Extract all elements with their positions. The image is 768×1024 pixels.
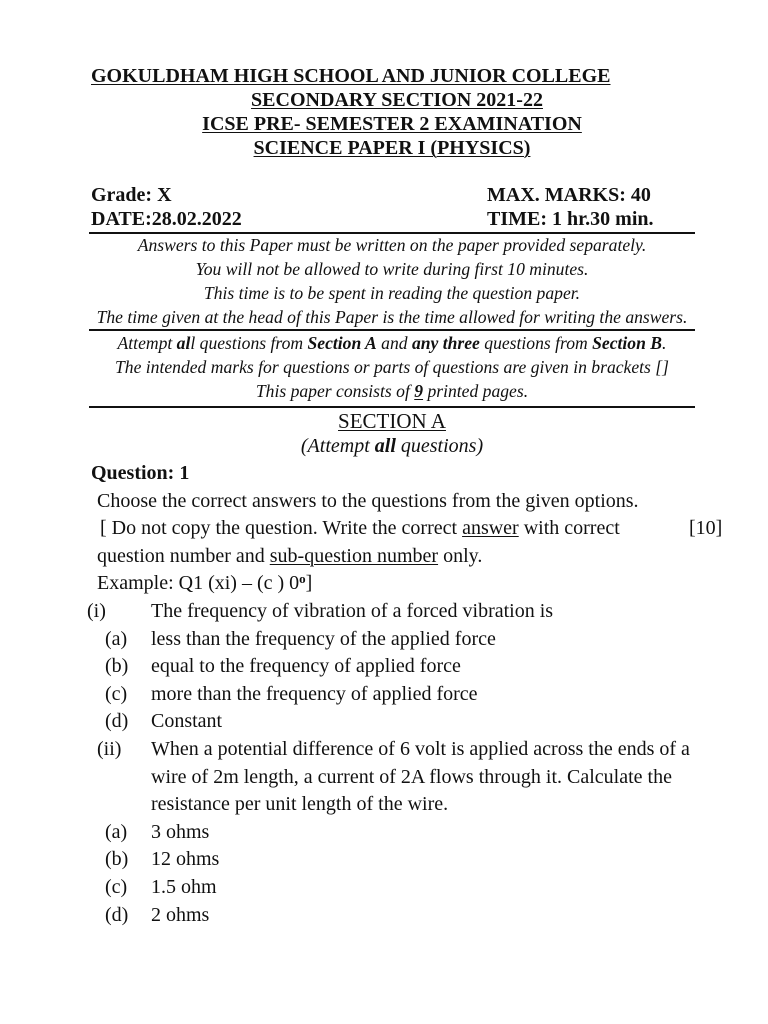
sub-question-row — [0, 736, 768, 764]
option-text: 2 ohms — [151, 903, 210, 926]
header-line — [89, 136, 695, 160]
sub-question-row — [0, 791, 768, 819]
question-title: Question: 1 — [91, 462, 190, 484]
question-title-row — [0, 460, 768, 488]
text-segment: This paper consists of — [255, 381, 415, 401]
emphasis: al — [176, 333, 191, 353]
text-segment: Attempt — [117, 333, 177, 353]
option-label: (d) — [105, 903, 129, 926]
option-row — [0, 681, 768, 709]
option-label: (a) — [105, 820, 128, 843]
emphasis: Section B — [592, 333, 663, 353]
option-row — [0, 902, 768, 930]
option-row — [0, 819, 768, 847]
option-label: (b) — [105, 848, 129, 871]
max-marks: MAX. MARKS: 40 — [487, 184, 651, 206]
question-note-row — [0, 543, 768, 571]
text-segment: only. — [438, 544, 483, 567]
header-line — [89, 64, 695, 88]
section-subtitle — [89, 434, 695, 458]
exam-header — [89, 64, 695, 160]
directions — [89, 331, 695, 403]
option-text: 12 ohms — [151, 848, 220, 871]
notice-line: You will not be allowed to write during first 10 minutes. — [195, 259, 589, 279]
text-segment: (Attempt — [300, 435, 375, 457]
header-line — [89, 112, 695, 136]
school-section: SECONDARY SECTION 2021-22 — [251, 89, 543, 111]
marks-note: The intended marks for questions or parts of questions are given in brackets [] — [114, 357, 669, 377]
option-row — [0, 626, 768, 654]
exam-meta — [89, 183, 695, 231]
section-a-subheading — [89, 434, 695, 458]
text-segment: question number and — [97, 544, 270, 567]
emphasis: any three — [411, 333, 480, 353]
option-text: less than the frequency of the applied force — [151, 627, 496, 650]
general-notices — [89, 233, 695, 329]
exam-date: DATE:28.02.2022 — [91, 208, 242, 230]
meta-row — [89, 207, 695, 231]
question-note-row — [0, 515, 768, 543]
underlined-text: answer — [462, 517, 519, 540]
paper-name: SCIENCE PAPER I (PHYSICS) — [253, 137, 531, 159]
sub-question-number: (i) — [87, 599, 106, 622]
option-label: (d) — [105, 710, 129, 733]
sub-question-text: When a potential difference of 6 volt is applied across the ends of a — [151, 737, 690, 760]
notice-line: Answers to this Paper must be written on the paper provided separately. — [137, 235, 647, 255]
meta-row — [89, 183, 695, 207]
question-note — [100, 515, 620, 543]
sub-question-row — [0, 764, 768, 792]
text-segment: questions) — [395, 435, 484, 457]
section-title-line — [89, 409, 695, 433]
option-row — [0, 708, 768, 736]
option-label: (b) — [105, 655, 129, 678]
sub-question-text: resistance per unit length of the wire. — [151, 793, 449, 816]
question-note — [97, 543, 482, 571]
answer-example-row — [0, 570, 768, 598]
text-segment: printed pages. — [423, 381, 529, 401]
section-title: SECTION A — [338, 409, 446, 433]
option-text: more than the frequency of applied force — [151, 682, 478, 705]
text-segment: and — [376, 333, 412, 353]
text-segment: questions from — [479, 333, 593, 353]
attempt-instruction — [89, 331, 695, 355]
underlined-text: sub-question number — [269, 544, 439, 567]
school-name: GOKULDHAM HIGH SCHOOL AND JUNIOR COLLEGE — [91, 65, 611, 87]
section-a-heading — [89, 409, 695, 433]
page-count: 9 — [414, 381, 424, 401]
notice-line: The time given at the head of this Paper is the time allowed for writing the answers. — [96, 307, 688, 327]
text-segment: with correct — [518, 517, 620, 540]
sub-question-text: The frequency of vibration of a forced vibration is — [151, 599, 554, 622]
grade: Grade: X — [91, 184, 172, 206]
sub-question-text: wire of 2m length, a current of 2A flows through it. Calculate the — [151, 765, 672, 788]
text-segment: Example: Q1 (xi) – (c ) 0 — [97, 572, 300, 595]
emphasis: Section A — [307, 333, 377, 353]
option-text: 3 ohms — [151, 820, 210, 843]
exam-duration: TIME: 1 hr.30 min. — [487, 208, 654, 230]
text-segment: ] — [305, 572, 313, 595]
option-label: (a) — [105, 627, 128, 650]
option-text: Constant — [151, 710, 223, 733]
text-segment: [ Do not copy the question. Write the correct — [100, 517, 463, 540]
question-instruction-row — [0, 488, 768, 516]
option-label: (c) — [105, 682, 128, 705]
question-instruction: Choose the correct answers to the questions from the given options. — [97, 489, 639, 512]
text-segment: . — [662, 333, 667, 353]
exam-name: ICSE PRE- SEMESTER 2 EXAMINATION — [202, 113, 582, 135]
answer-example — [97, 570, 312, 598]
question-1 — [0, 460, 768, 929]
option-label: (c) — [105, 875, 128, 898]
page-count-note — [89, 379, 695, 403]
sub-question-row — [0, 598, 768, 626]
sub-question-number: (ii) — [97, 737, 122, 760]
header-line — [89, 88, 695, 112]
option-text: 1.5 ohm — [151, 875, 217, 898]
option-row — [0, 653, 768, 681]
superscript: o — [299, 571, 306, 587]
emphasis: all — [374, 435, 396, 457]
text-segment: l questions from — [190, 333, 308, 353]
divider — [89, 406, 695, 408]
question-marks: [10] — [689, 517, 723, 540]
option-row — [0, 874, 768, 902]
option-text: equal to the frequency of applied force — [151, 655, 461, 678]
option-row — [0, 846, 768, 874]
notice-line: This time is to be spent in reading the question paper. — [203, 283, 581, 303]
